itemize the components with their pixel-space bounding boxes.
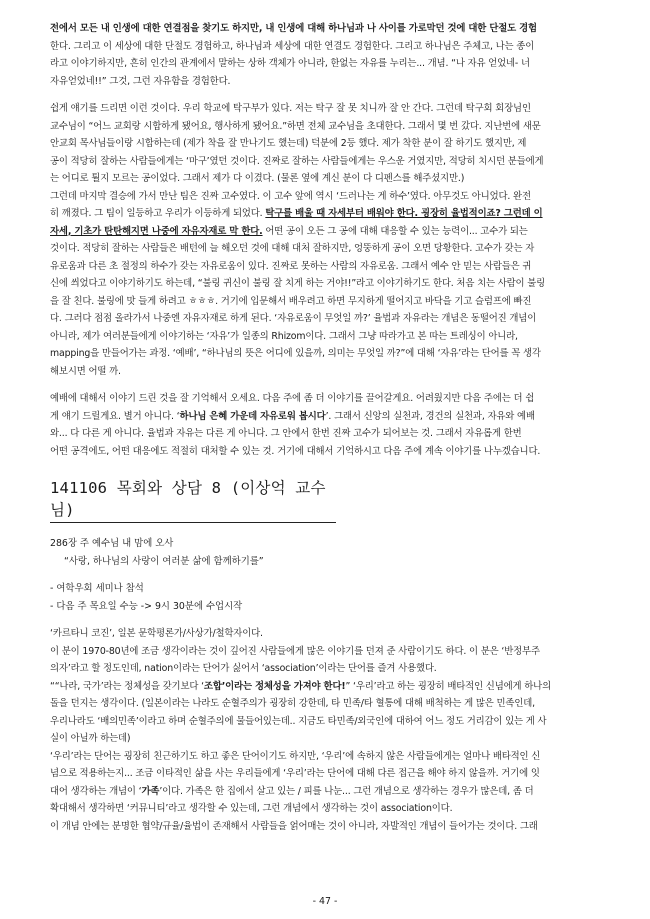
- paragraph-freedom-connection: [50, 20, 600, 90]
- paragraph-worship-closing: [50, 390, 600, 460]
- text-line: mapping을 만들어가는 과정. ‘예배’, “하나님의 뜻은 어디에 있을까, 의미는 무엇일 까?”에 대해 ‘자유’라는 단어를 꼭 생각: [50, 348, 541, 359]
- emphasis-text: 자세, 기초가 탄탄해지면 나중에 자유자재로 막 한다.: [50, 225, 263, 237]
- text-line: 와... 다 다른 게 아니다. 율법과 자유는 다른 게 아니다. 그 안에서 한번 진짜 고수가 되어보는 것. 그래서 자유롭게 한번: [50, 428, 522, 439]
- notice-list: [50, 580, 600, 615]
- text-span: ’. 그래서 신앙의 실천과, 경건의 실천과, 자유와 예배: [325, 410, 535, 422]
- text-line: 돌을 던지는 생각이다. (일본이라는 나라도 순혈주의가 굉장히 강한데, 타 민족/타 혈통에 대해 배척하는 게 많은 민족인데,: [50, 698, 535, 709]
- document-page: [50, 20, 600, 835]
- text-line: 의자’라고 할 정도인데, nation이라는 단어가 싫어서 ‘association’이라는 단어를 즐겨 사용했다.: [50, 663, 437, 674]
- text-line: 확대해서 생각하면 ‘커뮤니티’라고 생각할 수 있는데, 그런 개념에서 생각하는 것이 association이다.: [50, 803, 453, 814]
- text-line: 유로움과 다른 초 절정의 하수가 갖는 자유로움이 있다. 진짜로 못하는 사람의 자유로움. 그래서 예수 안 믿는 사람들은 귀: [50, 260, 532, 272]
- text-line: 공이 적당히 잘하는 사람들에게는 ‘마구’였던 것이다. 진짜로 잘하는 사람들에게는 우스운 거였지만, 적당히 치시던 분들에게: [50, 155, 544, 167]
- notice-item: - 다음 주 목요일 수능 -> 9시 30분에 수업시작: [50, 600, 243, 612]
- text-line: 신에 씌었다고 이야기하기도 하는데, “불링 귀신이 불링 잘 치게 하는 거야!!”라고 이야기하기도 한다. 처음 치는 사람이 불링: [50, 278, 546, 289]
- text-line: 이 개념 안에는 분명한 협약/규율/율법이 존재해서 사람들을 얽어매는 것이 아니라, 자발적인 개념이 들어가는 것이다. 그래: [50, 820, 538, 832]
- text-line: 전에서 모든 내 인생에 대한 연결점을 찾기도 하지만, 내 인생에 대해 하나님과 나 사이를 가로막던 것에 대한 단절도 경험: [50, 23, 537, 34]
- text-line: 그런데 마지막 결승에 가서 만난 팀은 진짜 고수였다. 이 고수 앞에 역시 ‘드러나는 게 하수’였다. 아무것도 아니었다. 완전: [50, 190, 531, 202]
- text-line: 념으로 적용하는지... 조금 이타적인 삶을 사는 우리들에게 ‘우리’라는 단어에 대해 다른 접근을 해야 하지 않을까. 거기에 잇: [50, 768, 540, 779]
- text-line: 아니라, 제가 여러분들에게 이야기하는 ‘자유’가 일종의 Rhizom이다. 그래서 그냥 따라가고 본 따는 트레싱이 아니라,: [50, 330, 518, 342]
- emphasis-text: 하나님 은혜 가운데 자유로워 봅시다: [179, 410, 326, 422]
- text-line: 어떤 공격에도, 어떤 대응에도 적절히 대처할 수 있는 것. 거기에 대해서 기억하시고 다음 주에 계속 이야기를 나누겠습니다.: [50, 445, 541, 457]
- hymn-verse: “사랑, 하나님의 사랑이 여러분 삶에 함께하기를”: [64, 555, 264, 567]
- text-line: [50, 783, 600, 801]
- notice-item: - 여학우회 세미나 참석: [50, 583, 144, 594]
- text-line: 한다. 그리고 이 세상에 대한 단절도 경험하고, 하나님과 세상에 대한 연결도 경험한다. 그리고 하나님은 주체고, 나는 종이: [50, 40, 535, 52]
- text-span: 어떤 공이 오든 그 공에 대해 대응할 수 있는 능력이... 고수가 되는: [262, 225, 528, 237]
- text-line: ‘우리’라는 단어는 굉장히 친근하기도 하고 좋은 단어이기도 하지만, ‘우리’에 속하지 않은 사람들에게는 얼마나 배타적인 신: [50, 750, 541, 762]
- text-line: 실이 아닐까 하는데): [50, 733, 131, 744]
- section-title: 141106 목회와 상담 8 (이상억 교수님): [50, 479, 326, 519]
- text-line: 쉽게 얘기를 드리면 이런 것이다. 우리 학교에 탁구부가 있다. 저는 탁구 잘 못 치니까 잘 안 간다. 그런데 탁구회 회장님인: [50, 103, 531, 114]
- text-span: ““나라, 국가’라는 정체성을 갖기보다 ‘: [50, 680, 204, 692]
- text-line: 라고 이야기하지만, 흔히 인간의 관계에서 말하는 상하 객체가 아니라, 한없는 자유를 누리는... 개념. “나 자유 얻었네- 너: [50, 58, 530, 69]
- text-line: [50, 678, 600, 696]
- text-span: 대어 생각하는 개념이 ‘: [50, 785, 142, 797]
- page-number: - 47 -: [312, 896, 338, 907]
- text-line: 는 어디로 튈지 모르는 공이었다. 그래서 제가 다 이겼다. (물론 옆에 계신 분이 다 디펜스를 해주셨지만.): [50, 173, 465, 184]
- text-line: 자유얻었네!!” 그것, 그런 자유함을 경험한다.: [50, 75, 231, 87]
- emphasis-text: 가족: [141, 785, 160, 797]
- text-span: 게 얘기 드릴게요. 별거 아니다. ‘: [50, 410, 180, 422]
- paragraph-master-player: [50, 188, 600, 381]
- paragraph-table-tennis: [50, 100, 600, 188]
- text-span: 히 깨졌다. 그 팀이 일등하고 우리가 이등하게 되었다.: [50, 208, 266, 219]
- emphasis-text: 조합’이라는 정체성을 가져야 한다!: [203, 680, 346, 692]
- text-line: 우리나라도 ‘배의민족’이라고 하며 순혈주의에 물들어있는데.. 지금도 타민족/외국인에 대하여 어느 정도 거리감이 있는 게 사: [50, 715, 547, 727]
- text-line: 예배에 대해서 이야기 드린 것을 잘 기억해서 오세요. 다음 주에 좀 더 이야기를 끌어갈게요. 어려웠지만 다음 주에는 더 쉽: [50, 393, 535, 404]
- text-line: [50, 408, 600, 426]
- text-line: 이 분이 1970-80년에 조금 생각이라는 것이 깊어진 사람들에게 많은 이야기를 던져 준 사람이기도 하다. 이 분은 ‘반정부주: [50, 645, 540, 657]
- emphasis-text: 탁구를 배울 때 자세부터 배워야 한다. 굉장히 율법적이죠? 그런데 이: [265, 208, 543, 219]
- text-span: ’이다. 가족은 한 집에서 살고 있는 / 피를 나눈... 그런 개념으로 생각하는 경우가 많은데, 좀 더: [159, 785, 534, 797]
- text-line: 안교회 목사님들이랑 시합하는데 (제가 착을 잘 만나기도 했는데) 덕분에 2등 했다. 제가 착한 분이 잘 하기도 했지만, 제: [50, 138, 527, 149]
- text-line: [50, 223, 600, 241]
- text-line: 것이다. 적당히 잘하는 사람들은 배턴에 늘 해오던 것에 대해 대처 잘하지만, 엉뚱하게 공이 오면 당황한다. 고수가 갖는 자: [50, 243, 535, 254]
- text-line: 해보시면 어떨 까.: [50, 365, 121, 377]
- text-line: 교수님이 “어느 교회랑 시합하게 됐어요, 행사하게 됐어요.”하면 전체 교수님을 초대한다. 그래서 몇 번 갔다. 지난번에 새문: [50, 120, 541, 132]
- text-line: ‘카르타니 코진’, 일본 문학평론가/사상가/철학자이다.: [50, 628, 263, 639]
- text-line: 을 잘 친다. 불링에 맛 들게 하려고 ㅎㅎㅎ. 거기에 입문해서 배우려고 하면 무지하게 떨어지고 바닥을 기고 슬럼프에 빠진: [50, 295, 532, 307]
- paragraph-karatani: [50, 625, 600, 835]
- text-line: 다. 그러다 점점 올라가서 나중엔 자유자재로 하게 된다. ‘자유로움이 무엇일 까?’ 율법과 자유라는 개념은 동떨어진 개념이: [50, 313, 537, 324]
- section-title-wrapper: [50, 476, 336, 523]
- hymn-number: 286장 주 예수님 내 맘에 오사: [50, 538, 174, 549]
- text-span: ” ‘우리’라고 하는 굉장히 배타적인 신념에게 하나의: [345, 680, 551, 692]
- text-line: [50, 205, 600, 223]
- hymn-block: [50, 535, 600, 570]
